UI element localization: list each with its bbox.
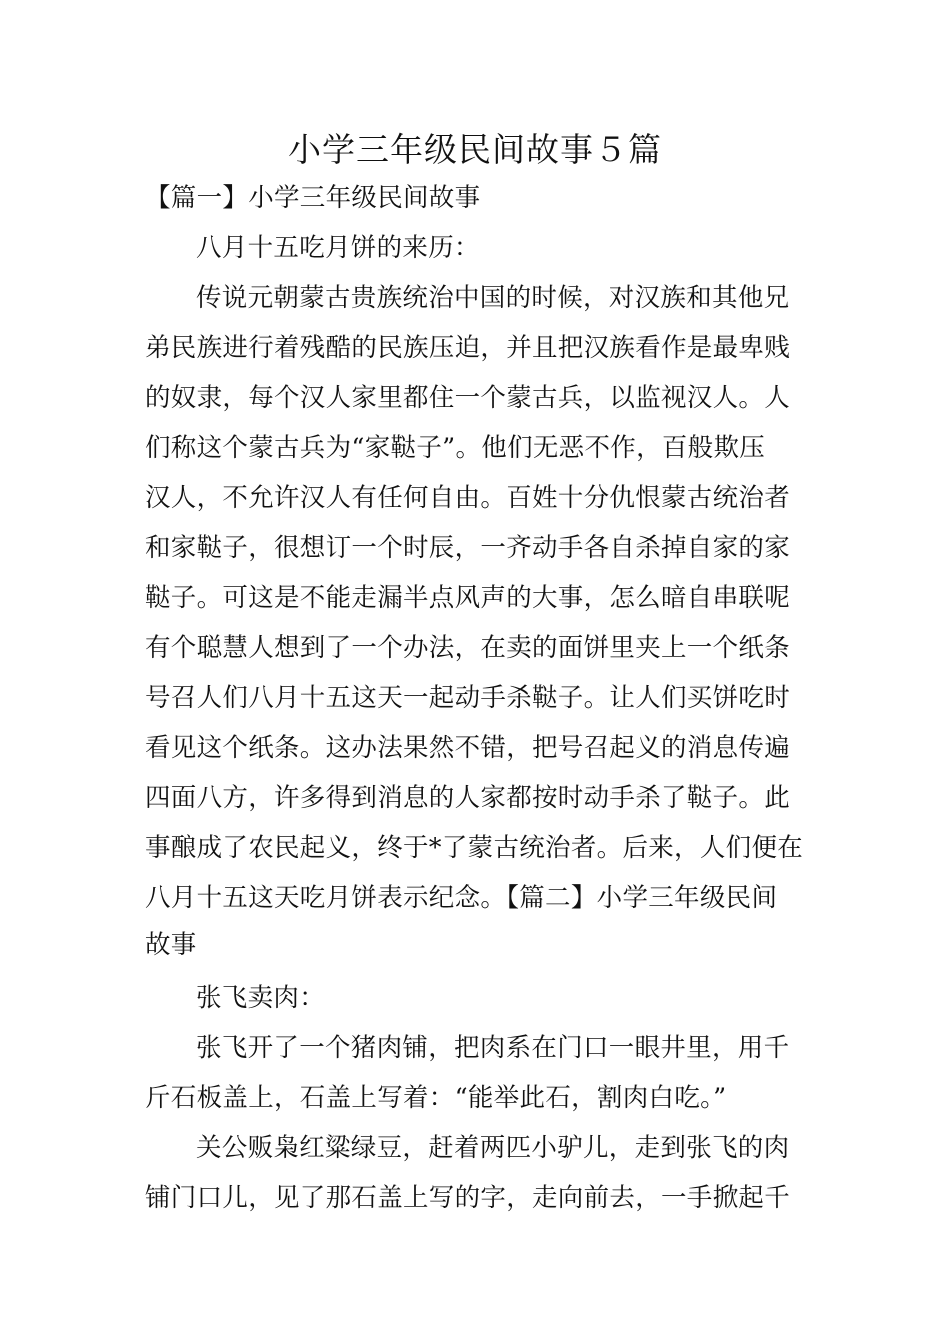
paragraph-line: 传说元朝蒙古贵族统治中国的时候，对汉族和其他兄 [196, 283, 790, 313]
paragraph-line: 铺门口儿，见了那石盖上写的字，走向前去，一手掀起千 [145, 1183, 791, 1213]
paragraph-line: 们称这个蒙古兵为“家鞑子”。他们无恶不作，百般欺压 [145, 433, 766, 463]
story-title-1: 八月十五吃月饼的来历： [196, 233, 480, 263]
paragraph-line: 关公贩枭红粱绿豆，赶着两匹小驴儿，走到张飞的肉 [196, 1133, 790, 1163]
paragraph-line: 弟民族进行着残酷的民族压迫，并且把汉族看作是最卑贱 [145, 333, 791, 363]
paragraph-line: 四面八方，许多得到消息的人家都按时动手杀了鞑子。此 [145, 783, 791, 813]
paragraph-line: 斤石板盖上，石盖上写着：“能举此石，割肉白吃。” [145, 1083, 727, 1113]
paragraph-line: 故事 [145, 930, 197, 960]
document-title: 小学三年级民间故事５篇 [288, 130, 662, 169]
paragraph-line: 汉人，不允许汉人有任何自由。百姓十分仇恨蒙古统治者 [145, 483, 791, 513]
paragraph-line: 张飞开了一个猪肉铺，把肉系在门口一眼井里，用千 [196, 1033, 790, 1063]
paragraph-line: 鞑子。可这是不能走漏半点风声的大事，怎么暗自串联呢 [145, 583, 791, 613]
paragraph-line: 八月十五这天吃月饼表示纪念。【篇二】小学三年级民间 [145, 883, 778, 913]
paragraph-line: 和家鞑子，很想订一个时辰，一齐动手各自杀掉自家的家 [145, 533, 791, 563]
story-title-2: 张飞卖肉： [196, 983, 326, 1013]
paragraph-line: 号召人们八月十五这天一起动手杀鞑子。让人们买饼吃时 [145, 683, 791, 713]
paragraph-line: 的奴隶，每个汉人家里都住一个蒙古兵，以监视汉人。人 [145, 383, 791, 413]
paragraph-line: 看见这个纸条。这办法果然不错，把号召起义的消息传遍 [145, 733, 791, 763]
paragraph-line: 有个聪慧人想到了一个办法，在卖的面饼里夹上一个纸条 [145, 633, 791, 663]
section-heading-1: 【篇一】小学三年级民间故事 [145, 183, 481, 213]
paragraph-line: 事酿成了农民起义，终于*了蒙古统治者。后来，人们便在 [145, 833, 804, 863]
